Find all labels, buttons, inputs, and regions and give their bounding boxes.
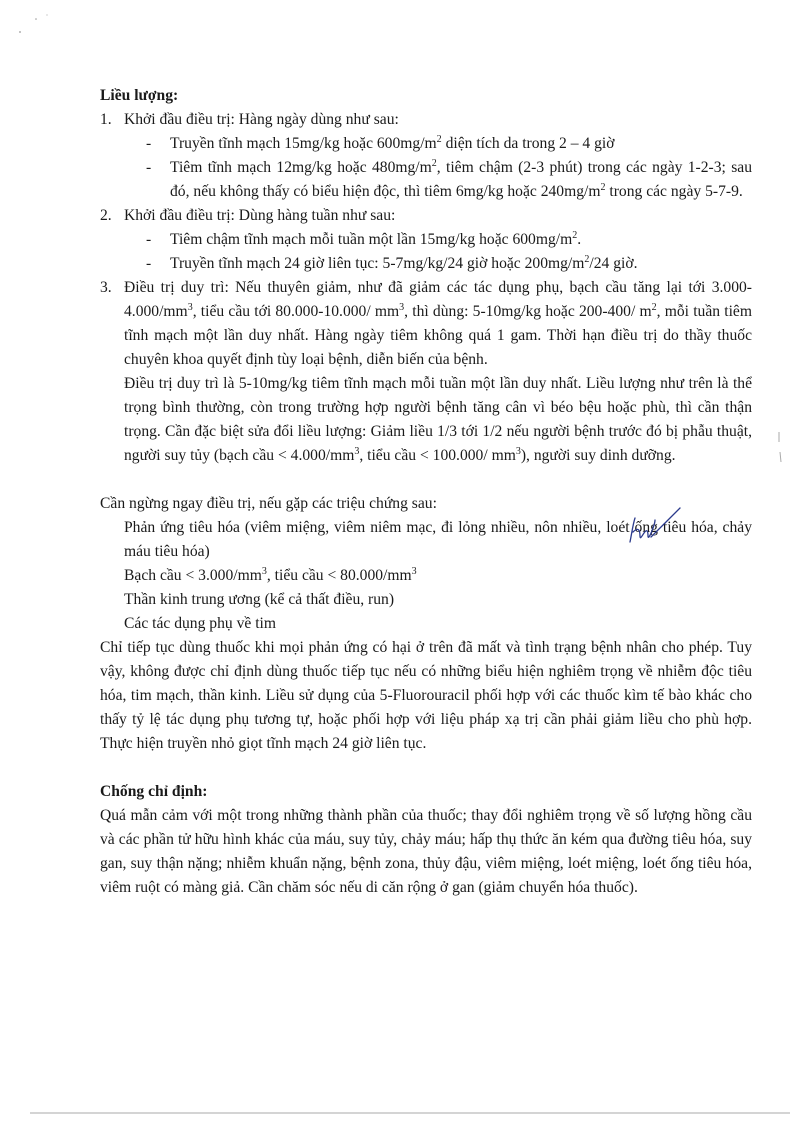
paragraph-text: , tiểu cầu tới 80.000-10.000/ mm	[192, 303, 400, 320]
contraindication-paragraph: Quá mẫn cảm với một trong những thành phần của thuốc; thay đổi nghiêm trọng về số lượng hồng cầu và các phần tử hữu hình khác của máu, suy tủy, chảy máu; hấp thụ thức ăn kém qua đường tiêu hóa, suy gan, suy thận nặng; nhiễm khuẩn nặng, bệnh zona, thủy đậu, viêm miệng, loét miệng, loét ống tiêu hóa, viêm ruột có màng giả. Cần chăm sóc nếu di căn rộng ở gan (giảm chuyển hóa thuốc).	[100, 807, 752, 896]
dosage-item-3	[100, 276, 752, 468]
paragraph-text: Điều trị duy trì là 5-10mg/kg tiêm tĩnh mạch mỗi tuần một lần duy nhất. Liều lượng như trên là thể trọng bình thường, còn trong trường hợp người bệnh tăng cân vì béo bệu hoặc phù, thì cần thận trọng. Cần đặc biệt sửa đổi liều lượng: Giảm liều 1/3 tới 1/2 nếu người bệnh trước đó bị phẫu thuật, người suy tủy (bạch cầu < 4.000/mm	[124, 375, 752, 464]
symptom-text: , tiểu cầu < 80.000/mm	[266, 567, 412, 584]
sub-item-text: /24 giờ.	[589, 255, 638, 272]
dosage-item-1	[100, 108, 752, 204]
dash-marker: -	[146, 135, 152, 152]
sub-item-text: , tiêm chậm (2-3 phút) trong các ngày 1-2-3; sau đó, nếu không thấy có biểu hiện độc, thì tiêm 6mg/kg hoặc 240mg/m	[170, 159, 752, 200]
scan-speck-marks	[14, 10, 54, 50]
dash-marker: -	[146, 159, 152, 176]
maintenance-paragraph	[124, 276, 752, 372]
superscript: 3	[354, 445, 360, 457]
sub-item-text: Tiêm chậm tĩnh mạch mỗi tuần một lần 15mg/kg hoặc 600mg/m	[170, 231, 573, 248]
sub-item-text: Tiêm tĩnh mạch 12mg/kg hoặc 480mg/m	[170, 159, 432, 176]
spacer	[100, 468, 752, 492]
paragraph-text: , mỗi tuần tiêm tĩnh mạch một lần duy nhất. Hàng ngày tiêm không quá 1 gam. Thời hạn điều trị do thầy thuốc chuyên khoa quyết định tùy loại bệnh, diễn biến của bệnh.	[124, 303, 752, 368]
superscript: 2	[651, 301, 657, 313]
superscript: 3	[261, 565, 267, 577]
dash-marker: -	[146, 255, 152, 272]
superscript: 3	[187, 301, 193, 313]
superscript: 2	[600, 181, 606, 193]
item-number: 1.	[100, 111, 112, 128]
sub-item	[146, 252, 752, 276]
superscript: 2	[431, 157, 437, 169]
sub-item-text: .	[577, 231, 582, 248]
contraindication-section	[100, 780, 752, 900]
symptom-item: Các tác dụng phụ về tim	[124, 615, 277, 632]
superscript: 2	[572, 229, 578, 241]
paragraph-text: ), người suy dinh dưỡng.	[520, 447, 676, 464]
sub-item	[146, 228, 752, 252]
symptom-item	[124, 564, 752, 588]
item-number: 3.	[100, 279, 112, 296]
symptom-text: Bạch cầu < 3.000/mm	[124, 567, 262, 584]
superscript: 3	[411, 565, 417, 577]
stop-intro: Cần ngừng ngay điều trị, nếu gặp các triệu chứng sau:	[100, 495, 437, 512]
item-text: Khởi đầu điều trị: Hàng ngày dùng như sau:	[124, 111, 399, 128]
paragraph-text: Điều trị duy trì: Nếu thuyên giảm, như đã giảm các tác dụng phụ, bạch cầu tăng lại tới 3.000-4.000/mm	[124, 279, 752, 320]
paragraph-text: , tiểu cầu < 100.000/ mm	[359, 447, 516, 464]
continuation-paragraph: Chỉ tiếp tục dùng thuốc khi mọi phản ứng có hại ở trên đã mất và tình trạng bệnh nhân cho phép. Tuy vậy, không được chỉ định dùng thuốc tiếp tục nếu có những biểu hiện nghiêm trọng về nhiễm độc tiêu hóa, tim mạch, thần kinh. Liều sử dụng của 5-Fluorouracil phối hợp với các thuốc kìm tế bào khác cho thấy tỷ lệ tác dụng phụ tương tự, hoặc phối hợp với liệu pháp xạ trị cần phải giảm liều cho phù hợp. Thực hiện truyền nhỏ giọt tĩnh mạch 24 giờ liên tục.	[100, 639, 752, 752]
superscript: 2	[436, 133, 442, 145]
dosage-item-2	[100, 204, 752, 276]
sub-item	[146, 132, 752, 156]
item-number: 2.	[100, 207, 112, 224]
spacer	[100, 756, 752, 780]
dosage-list	[100, 108, 752, 468]
superscript: 3	[515, 445, 521, 457]
sub-list	[124, 132, 752, 204]
scan-edge-marks	[775, 430, 785, 466]
document-body	[100, 84, 752, 900]
initials-signature	[624, 506, 684, 550]
page-bottom-edge	[30, 1112, 790, 1114]
sub-item-text: Truyền tĩnh mạch 15mg/kg hoặc 600mg/m	[170, 135, 437, 152]
sub-item	[146, 156, 752, 204]
maintenance-paragraph-2	[124, 372, 752, 468]
sub-item-text: trong các ngày 5-7-9.	[605, 183, 743, 200]
dosage-heading: Liều lượng:	[100, 87, 179, 104]
dash-marker: -	[146, 231, 152, 248]
superscript: 2	[584, 253, 590, 265]
symptom-item: Phản ứng tiêu hóa (viêm miệng, viêm niêm mạc, đi lỏng nhiều, nôn nhiều, loét ống tiêu hóa, chảy máu tiêu hóa)	[124, 519, 752, 560]
sub-item-text: diện tích da trong 2 – 4 giờ	[441, 135, 615, 152]
dosage-section	[100, 84, 752, 468]
superscript: 3	[399, 301, 405, 313]
item-text: Khởi đầu điều trị: Dùng hàng tuần như sau:	[124, 207, 396, 224]
contraindication-heading: Chống chỉ định:	[100, 783, 208, 800]
paragraph-text: , thì dùng: 5-10mg/kg hoặc 200-400/ m	[404, 303, 652, 320]
symptom-item: Thần kinh trung ương (kể cả thất điều, run)	[124, 591, 395, 608]
sub-item-text: Truyền tĩnh mạch 24 giờ liên tục: 5-7mg/kg/24 giờ hoặc 200mg/m	[170, 255, 585, 272]
sub-list	[124, 228, 752, 276]
